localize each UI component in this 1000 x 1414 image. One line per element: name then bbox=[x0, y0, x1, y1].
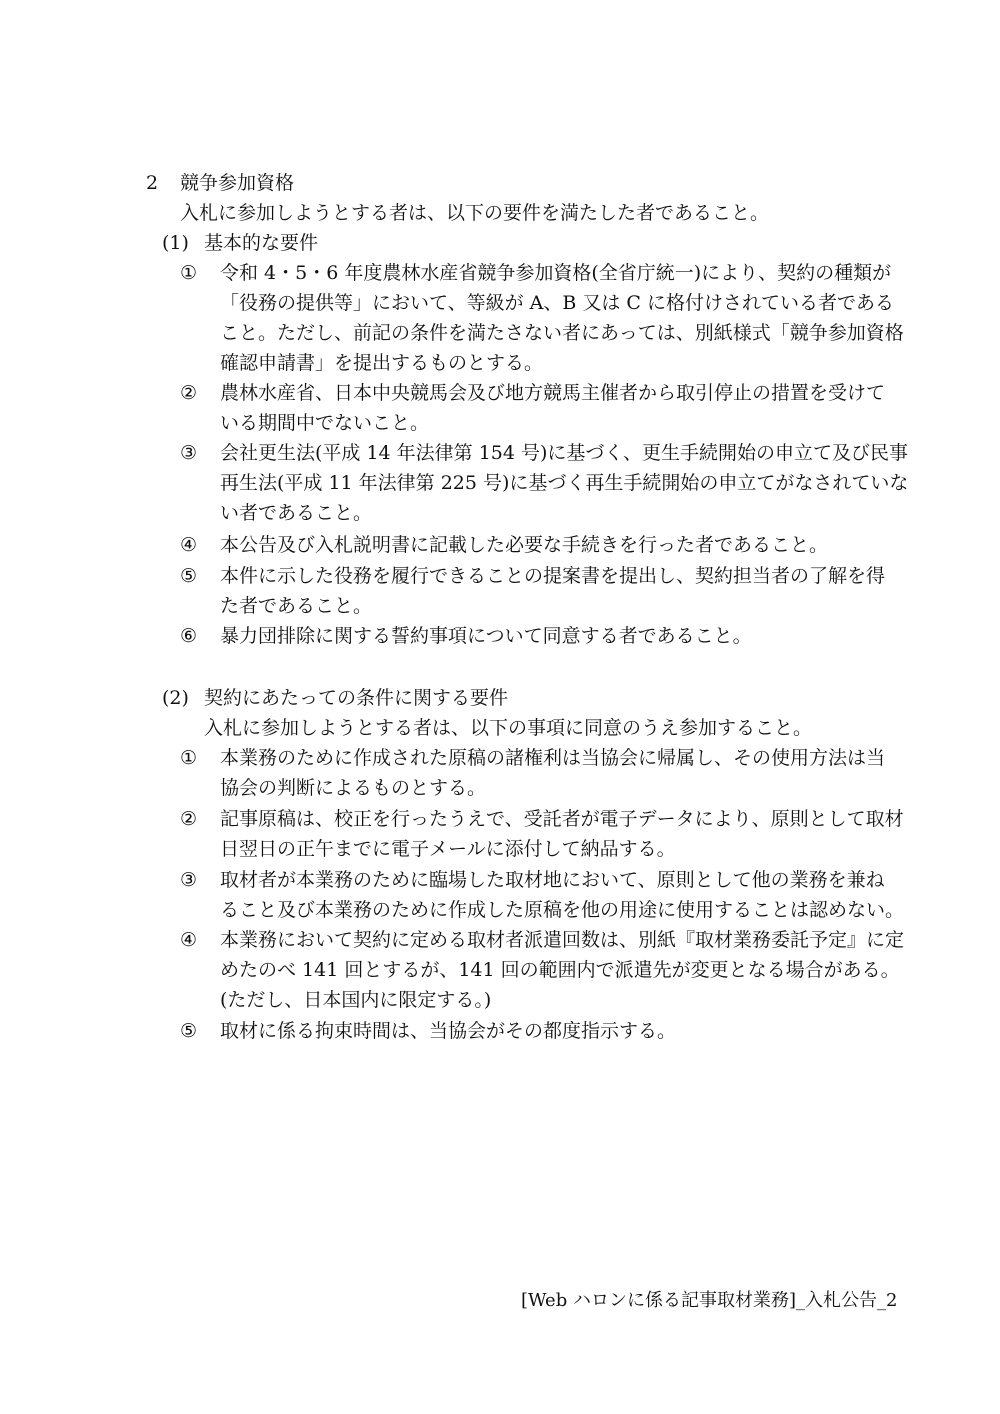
subsection-intro: 入札に参加しようとする者は、以下の事項に同意のうえ参加すること。 bbox=[204, 717, 813, 739]
item-marker: ⑥ bbox=[180, 625, 198, 647]
item-line: 本業務のために作成された原稿の諸権利は当協会に帰属し、その使用方法は当 bbox=[220, 747, 886, 769]
item-marker: ② bbox=[180, 808, 198, 830]
item-line: い者であること。 bbox=[220, 502, 373, 524]
item-line: 記事原稿は、校正を行ったうえで、受託者が電子データにより、原則として取材 bbox=[220, 808, 904, 830]
item-line: 暴力団排除に関する誓約事項について同意する者であること。 bbox=[220, 625, 752, 647]
subsection-number: (2) bbox=[162, 687, 189, 709]
item-marker: ⑤ bbox=[180, 1020, 198, 1042]
item-marker: ① bbox=[180, 262, 198, 284]
item-line: 確認申請書」を提出するものとする。 bbox=[220, 352, 544, 374]
item-marker: ④ bbox=[180, 929, 198, 951]
item-line: 本件に示した役務を履行できることの提案書を提出し、契約担当者の了解を得 bbox=[220, 565, 886, 587]
item-line: 日翌日の正午までに電子メールに添付して納品する。 bbox=[220, 838, 676, 860]
item-line: 協会の判断によるものとする。 bbox=[220, 777, 487, 799]
section-title: 競争参加資格 bbox=[180, 172, 295, 194]
section-intro: 入札に参加しようとする者は、以下の要件を満たした者であること。 bbox=[180, 202, 770, 224]
subsection-title: 基本的な要件 bbox=[204, 232, 319, 254]
item-line: 「役務の提供等」において、等級が A、B 又は C に格付けされている者である bbox=[220, 292, 895, 314]
item-line: めたのべ 141 回とするが、141 回の範囲内で派遣先が変更となる場合がある。 bbox=[220, 959, 900, 981]
item-line: (ただし、日本国内に限定する。) bbox=[220, 989, 492, 1011]
item-marker: ① bbox=[180, 747, 198, 769]
subsection-number: (1) bbox=[162, 232, 189, 254]
item-line: 農林水産省、日本中央競馬会及び地方競馬主催者から取引停止の措置を受けて bbox=[220, 382, 886, 404]
section-number: 2 bbox=[146, 172, 159, 194]
item-line: 取材者が本業務のために臨場した取材地において、原則として他の業務を兼ね bbox=[220, 869, 885, 891]
item-marker: ④ bbox=[180, 534, 198, 556]
item-line: 会社更生法(平成 14 年法律第 154 号)に基づく、更生手続開始の申立て及び民事 bbox=[220, 442, 909, 464]
item-line: こと。ただし、前記の条件を満たさない者にあっては、別紙様式「競争参加資格 bbox=[220, 322, 904, 344]
item-line: ること及び本業務のために作成した原稿を他の用途に使用することは認めない。 bbox=[220, 899, 905, 921]
item-marker: ② bbox=[180, 382, 198, 404]
item-marker: ③ bbox=[180, 869, 198, 891]
item-line: 取材に係る拘束時間は、当協会がその都度指示する。 bbox=[220, 1020, 677, 1042]
item-marker: ⑤ bbox=[180, 565, 198, 587]
item-line: 本公告及び入札説明書に記載した必要な手続きを行った者であること。 bbox=[220, 534, 829, 556]
item-line: た者であること。 bbox=[220, 595, 373, 617]
page-footer: [Web ハロンに係る記事取材業務]_入札公告_2 bbox=[521, 1290, 898, 1311]
subsection-title: 契約にあたっての条件に関する要件 bbox=[204, 687, 509, 709]
item-marker: ③ bbox=[180, 442, 198, 464]
item-line: いる期間中でないこと。 bbox=[220, 412, 430, 434]
item-line: 令和 4・5・6 年度農林水産省競争参加資格(全省庁統一)により、契約の種類が bbox=[220, 262, 892, 284]
item-line: 本業務において契約に定める取材者派遣回数は、別紙『取材業務委託予定』に定 bbox=[220, 929, 905, 951]
item-line: 再生法(平成 11 年法律第 225 号)に基づく再生手続開始の申立てがなされていな bbox=[220, 472, 909, 494]
